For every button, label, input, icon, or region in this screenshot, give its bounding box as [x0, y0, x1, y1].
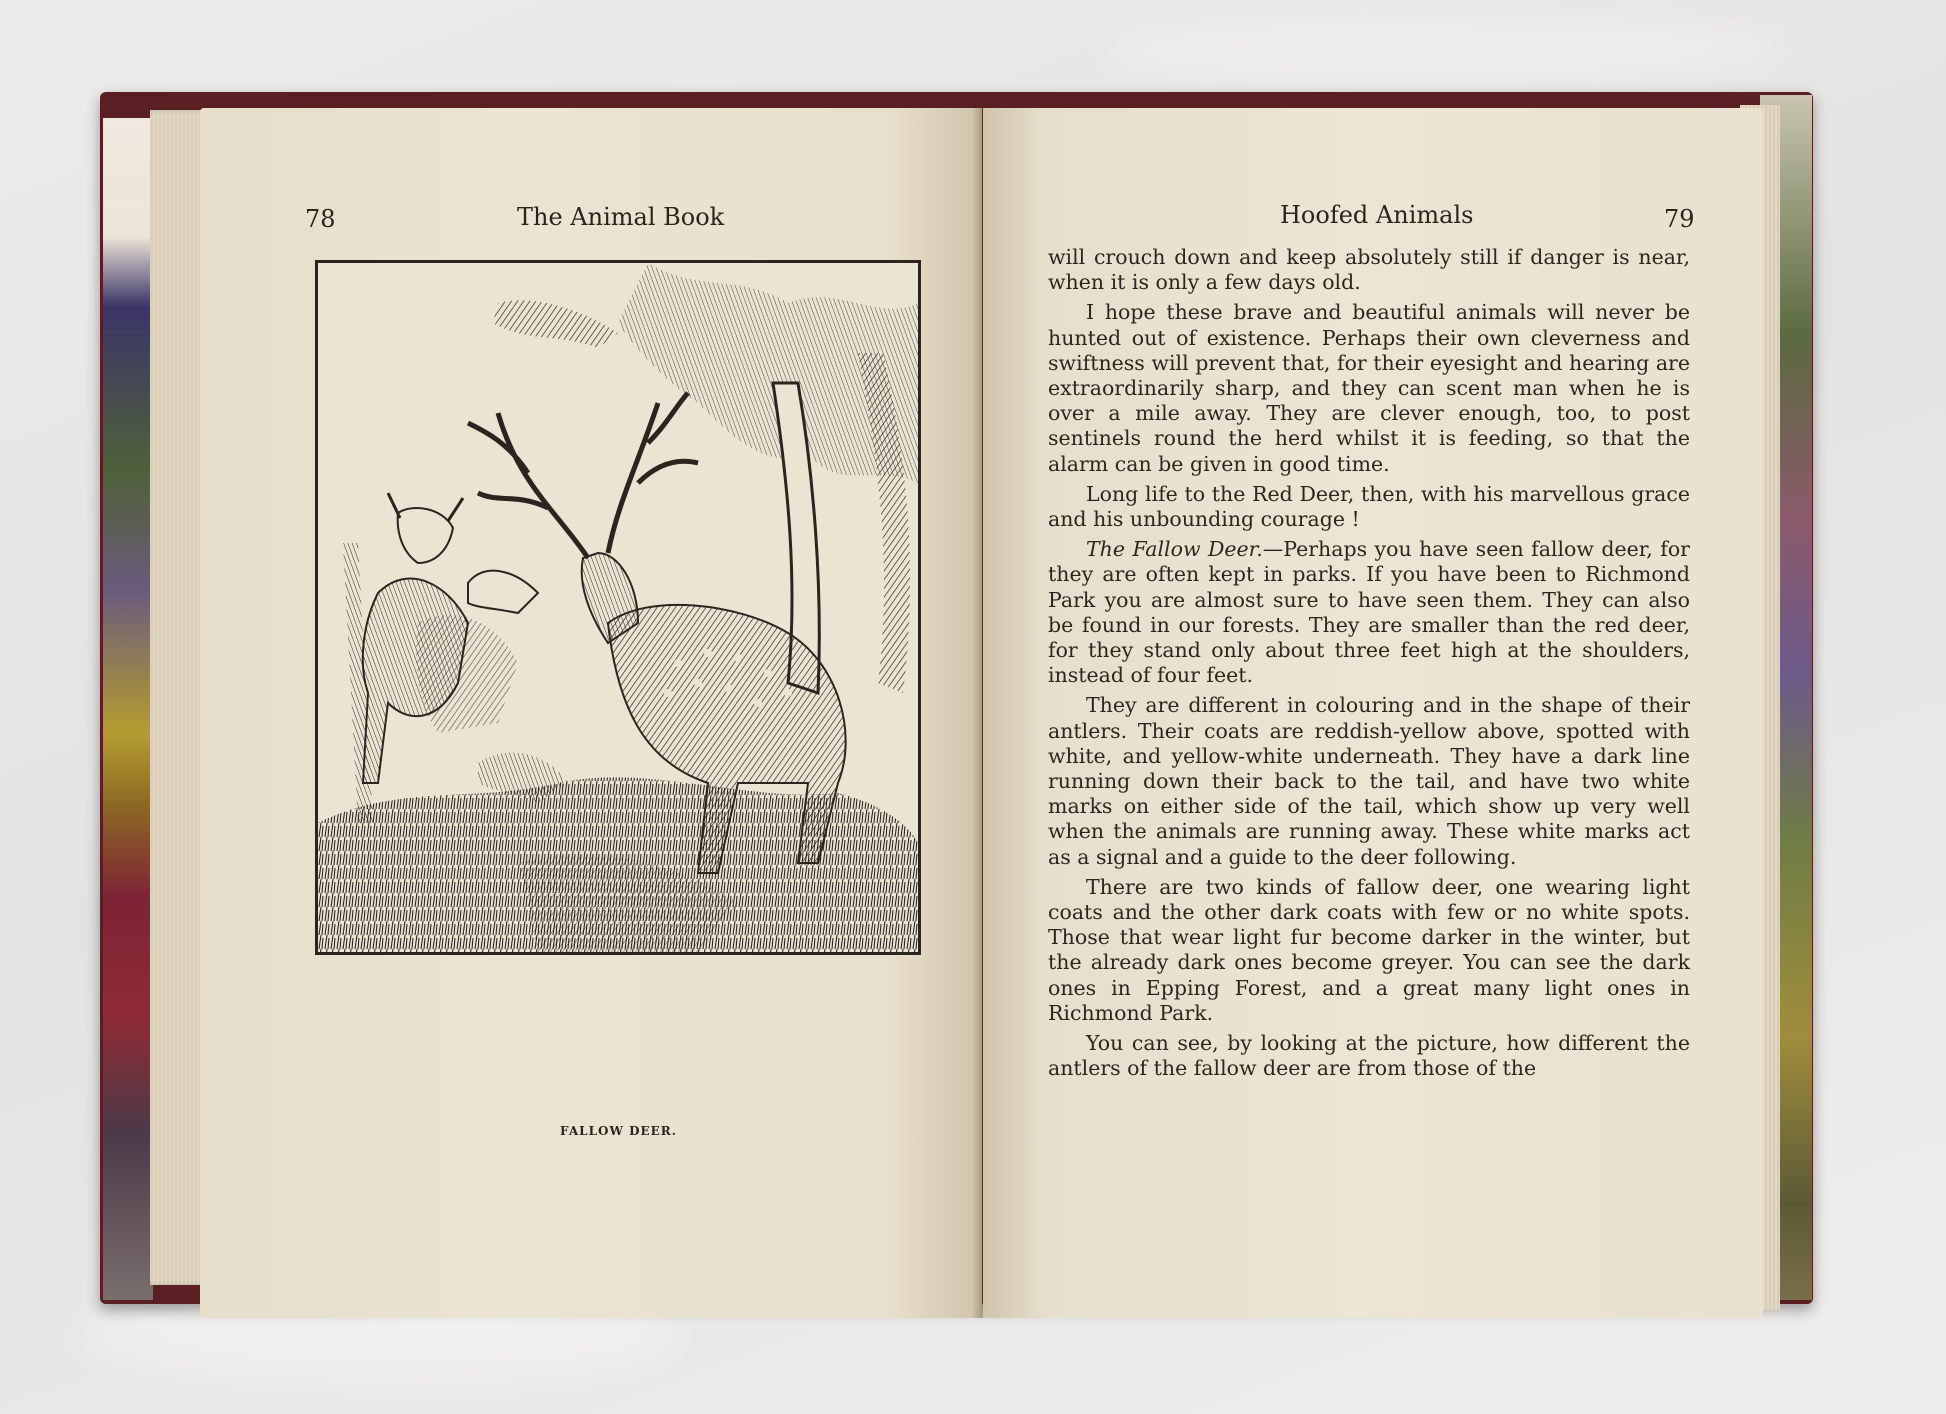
paragraph: I hope these brave and beautiful animals will never be hunted out of existence. Perhaps their own cleverness and swiftness will prevent that, for their eyesight and hearing are extraordinarily sharp, and they can scent man when he is over a mile away. They are clever enough, too, to post sentinels round the herd whilst it is feeding, so that the alarm can be given in good time.: [1048, 300, 1690, 476]
left-page-number: 78: [305, 205, 336, 233]
left-running-head: The Animal Book: [517, 203, 725, 231]
paragraph: There are two kinds of fallow deer, one wearing light coats and the other dark coats with few or no white spots. Those that wear light fur become darker in the winter, but the already dark ones become greyer. You can see the dark ones in Epping Forest, and a great many light ones in Richmond Park.: [1048, 874, 1690, 1025]
right-running-head: Hoofed Animals: [1280, 201, 1474, 229]
dust-jacket-left: [103, 118, 153, 1300]
fallow-deer-illustration: [315, 260, 921, 955]
paragraph: The Fallow Deer.—Perhaps you have seen fallow deer, for they are often kept in parks. If you have been to Richmond Park you are almost sure to have seen them. They can also be found in our forests. They are smaller than the red deer, for they stand only about three feet high at the shoulders, instead of four feet.: [1048, 537, 1690, 688]
paragraph: Long life to the Red Deer, then, with his marvellous grace and his unbounding courage !: [1048, 481, 1690, 532]
paragraph: will crouch down and keep absolutely still if danger is near, when it is only a few days old.: [1048, 245, 1690, 295]
body-text: [1048, 245, 1690, 1087]
illustration-caption: FALLOW DEER.: [560, 1124, 677, 1138]
cloth-fold: [1100, 20, 1800, 80]
deer-engraving: [318, 263, 918, 952]
section-heading: The Fallow Deer.: [1086, 537, 1263, 562]
right-page-number: 79: [1664, 205, 1695, 233]
paragraph: They are different in colouring and in the shape of their antlers. Their coats are reddish-yellow above, spotted with white, and yellow-white underneath. They have a dark line running down their back to the tail, and have two white marks on either side of the tail, which show up very well when the animals are running away. These white marks act as a signal and a guide to the deer following.: [1048, 693, 1690, 869]
paragraph: You can see, by looking at the picture, how different the antlers of the fallow deer are from those of the: [1048, 1031, 1690, 1081]
